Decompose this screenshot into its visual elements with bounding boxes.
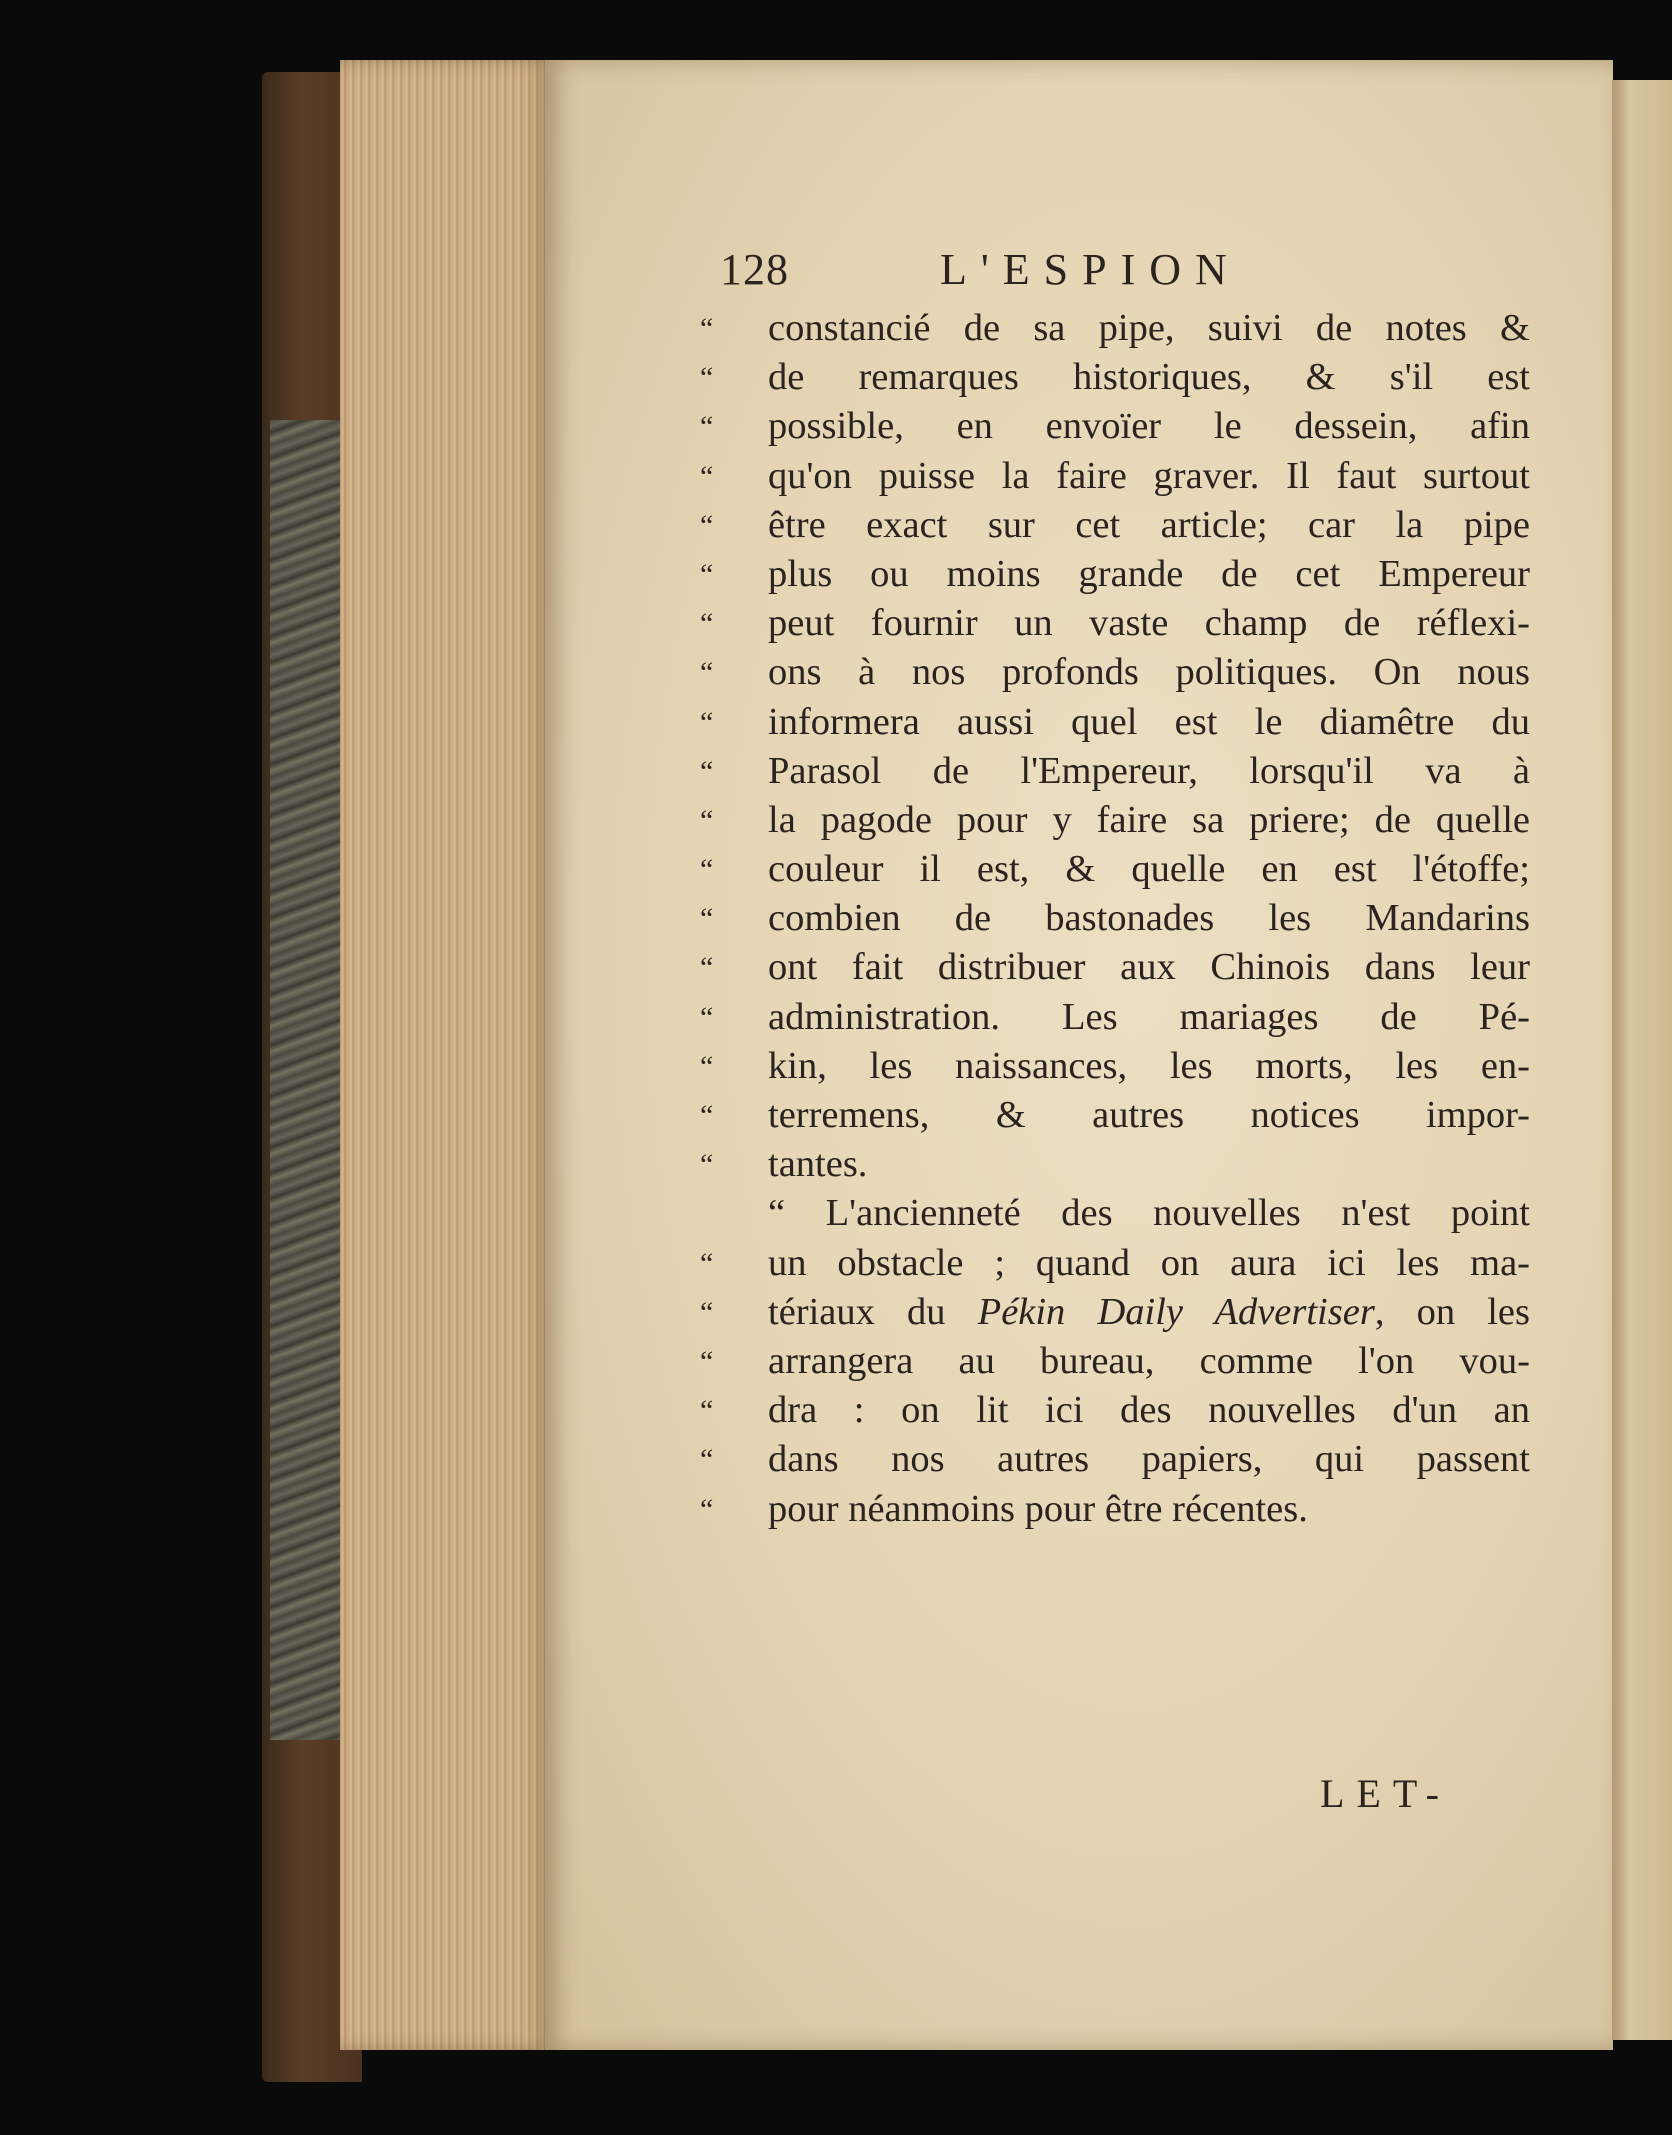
- line-text: ont fait distribuer aux Chinois dans leur: [768, 946, 1530, 989]
- quote-mark: “: [700, 361, 714, 395]
- quote-mark: “: [700, 1394, 714, 1428]
- text-line: [700, 1189, 1530, 1238]
- quote-mark: “: [700, 902, 714, 936]
- line-text: dra : on lit ici des nouvelles d'un an: [768, 1389, 1530, 1432]
- catchword: LET-: [1320, 1771, 1451, 1816]
- line-text: couleur il est, & quelle en est l'étoffe;: [768, 848, 1530, 891]
- quote-mark: “: [700, 1344, 714, 1378]
- text-line: [700, 648, 1530, 697]
- quote-mark: “: [700, 1000, 714, 1034]
- text-line: [700, 1140, 1530, 1189]
- line-text: de remarques historiques, & s'il est: [768, 356, 1530, 399]
- line-text: possible, en envoïer le dessein, afin: [768, 405, 1530, 448]
- line-text: dans nos autres papiers, qui passent: [768, 1438, 1530, 1481]
- text-line: [700, 796, 1530, 845]
- text-line: [700, 1239, 1530, 1288]
- quote-mark: “: [700, 754, 714, 788]
- page-header: [700, 244, 1530, 304]
- line-text: arrangera au bureau, comme l'on vou-: [768, 1339, 1530, 1382]
- line-text: [768, 1288, 1530, 1337]
- quote-mark: “: [700, 459, 714, 493]
- marbled-cover: [270, 420, 350, 1740]
- text-line: [700, 845, 1530, 894]
- running-title: L'ESPION: [940, 245, 1241, 294]
- text-line: [700, 1435, 1530, 1484]
- quote-mark: “: [700, 1295, 714, 1329]
- quote-mark: “: [700, 557, 714, 591]
- quote-mark: “: [700, 312, 714, 345]
- line-text: qu'on puisse la faire graver. Il faut surtout: [768, 454, 1530, 497]
- line-text: Parasol de l'Empereur, lorsqu'il va à: [768, 749, 1530, 792]
- quote-mark: “: [700, 1246, 714, 1280]
- text-line: [700, 501, 1530, 550]
- quote-mark: “: [700, 508, 714, 542]
- line-text: plus ou moins grande de cet Empereur: [768, 552, 1530, 595]
- facing-page-edge: [1612, 80, 1672, 2040]
- line-text: pour néanmoins pour être récentes.: [768, 1487, 1308, 1530]
- line-text: administration. Les mariages de Pé-: [768, 995, 1530, 1038]
- text-block: [700, 244, 1530, 1534]
- text-line: [700, 304, 1530, 353]
- line-text: constancié de sa pipe, suivi de notes &: [768, 307, 1530, 349]
- quote-mark: “: [700, 1148, 714, 1182]
- text-line: [700, 1091, 1530, 1140]
- line-text: être exact sur cet article; car la pipe: [768, 503, 1530, 546]
- quote-mark: “: [700, 1099, 714, 1132]
- italic-title: Pékin Daily Advertiser: [977, 1290, 1375, 1333]
- line-text: peut fournir un vaste champ de réflexi-: [768, 602, 1530, 645]
- line-text-part: tériaux du: [768, 1290, 978, 1333]
- line-text: la pagode pour y faire sa priere; de quelle: [768, 798, 1530, 841]
- page-edges: [340, 60, 550, 2050]
- line-text: tantes.: [768, 1143, 868, 1186]
- line-text: “ L'ancienneté des nouvelles n'est point: [768, 1192, 1530, 1235]
- quote-mark: “: [700, 656, 714, 690]
- quote-mark: “: [700, 803, 714, 837]
- quote-mark: “: [700, 410, 714, 444]
- quote-mark: “: [700, 951, 714, 985]
- text-line: [700, 1386, 1530, 1435]
- quote-mark: “: [700, 1049, 714, 1083]
- text-line: [700, 1485, 1530, 1534]
- quote-mark: “: [700, 607, 714, 641]
- line-text: informera aussi quel est le diamêtre du: [768, 700, 1530, 743]
- text-line: [700, 599, 1530, 648]
- text-line: [700, 402, 1530, 451]
- text-line: [700, 943, 1530, 992]
- quote-mark: “: [700, 705, 714, 739]
- line-text: ons à nos profonds politiques. On nous: [768, 651, 1530, 694]
- quote-mark: “: [700, 1492, 714, 1526]
- text-line: [700, 550, 1530, 599]
- quote-mark: “: [700, 853, 714, 887]
- text-line: [700, 894, 1530, 943]
- quote-mark: “: [700, 1443, 714, 1477]
- text-line: [700, 1288, 1530, 1337]
- line-text-part: , on les: [1374, 1290, 1530, 1333]
- text-line: [700, 1042, 1530, 1091]
- line-text: un obstacle ; quand on aura ici les ma-: [768, 1241, 1530, 1284]
- line-text: combien de bastonades les Mandarins: [768, 897, 1530, 940]
- text-line: [700, 353, 1530, 402]
- text-line: [700, 1337, 1530, 1386]
- line-text: terremens, & autres notices impor-: [768, 1094, 1530, 1136]
- text-line: [700, 452, 1530, 501]
- text-line: [700, 993, 1530, 1042]
- text-line: [700, 747, 1530, 796]
- page-number: 128: [720, 245, 789, 294]
- text-line: [700, 698, 1530, 747]
- line-text: kin, les naissances, les morts, les en-: [768, 1044, 1530, 1087]
- body-text: [700, 304, 1530, 1534]
